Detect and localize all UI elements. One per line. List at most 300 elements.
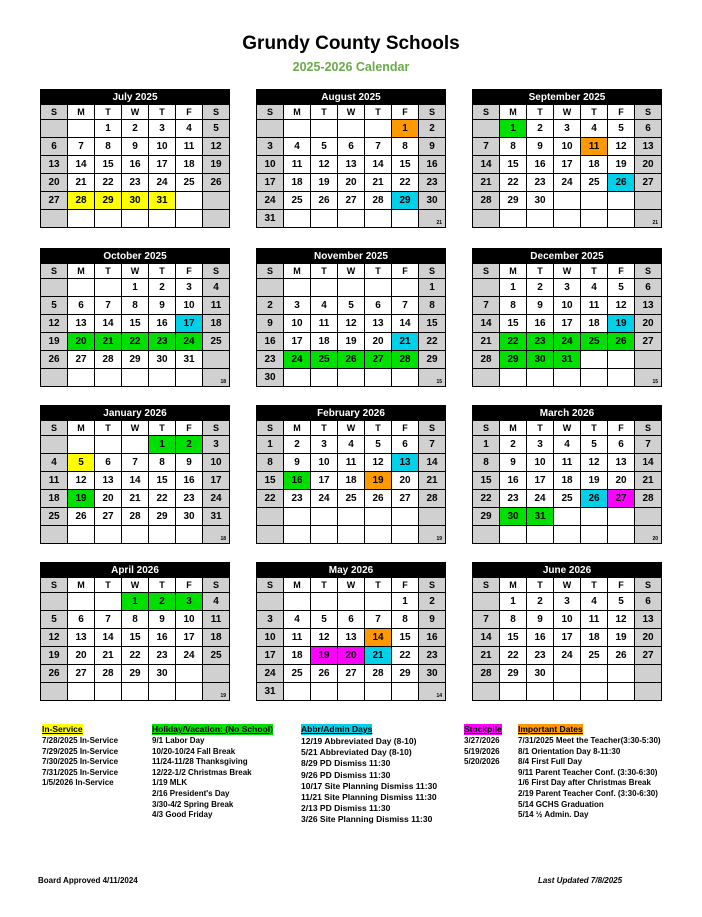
calendar-empty-cell — [473, 369, 500, 387]
calendar-day: 17 — [554, 156, 581, 174]
calendar-day: 6 — [68, 611, 95, 629]
calendar-day: 14 — [365, 629, 392, 647]
calendar-day: 27 — [635, 174, 662, 192]
calendar-empty-cell — [338, 279, 365, 297]
calendar-day: 29 — [500, 665, 527, 683]
calendar-empty-cell — [635, 210, 662, 228]
calendar-empty-cell — [581, 369, 608, 387]
calendar-day: 23 — [149, 647, 176, 665]
calendar-day: 27 — [95, 508, 122, 526]
day-of-week-header: F — [176, 421, 203, 436]
calendar-day: 14 — [473, 315, 500, 333]
calendar-day: 7 — [95, 611, 122, 629]
legend-item: 7/28/2025 In-Service — [42, 736, 119, 745]
calendar-empty-cell — [392, 683, 419, 701]
calendar-day: 5 — [311, 611, 338, 629]
calendar-day: 2 — [527, 120, 554, 138]
calendar-day: 20 — [392, 472, 419, 490]
month-title: December 2025 — [473, 249, 662, 264]
calendar-day: 1 — [257, 436, 284, 454]
calendar-day: 16 — [419, 156, 446, 174]
calendar-day: 1 — [473, 436, 500, 454]
calendar-day: 29 — [95, 192, 122, 210]
calendar-day: 12 — [41, 315, 68, 333]
calendar-empty-cell — [68, 526, 95, 544]
calendar-day: 13 — [338, 156, 365, 174]
calendar-empty-cell — [311, 210, 338, 228]
legend-item: 3/26 Site Planning Dismiss 11:30 — [301, 814, 433, 825]
calendar-day: 24 — [554, 333, 581, 351]
calendar-day: 2 — [527, 593, 554, 611]
calendar-empty-cell — [41, 436, 68, 454]
page-title: Grundy County Schools — [242, 33, 460, 54]
school-day-count: 19 — [220, 693, 226, 699]
calendar-day: 28 — [365, 665, 392, 683]
calendar-day: 6 — [635, 120, 662, 138]
calendar-day: 12 — [338, 315, 365, 333]
legend-item: 2/16 President's Day — [152, 788, 230, 798]
calendar-day: 12 — [41, 629, 68, 647]
day-of-week-header: W — [338, 264, 365, 279]
calendar-day: 19 — [203, 156, 230, 174]
calendar-day: 9 — [149, 297, 176, 315]
calendar-empty-cell — [95, 369, 122, 387]
day-of-week-header: T — [365, 105, 392, 120]
legend-important-list — [518, 736, 661, 821]
legend-admin — [301, 724, 437, 826]
day-of-week-header: S — [473, 105, 500, 120]
calendar-day: 24 — [257, 665, 284, 683]
calendar-day: 14 — [68, 156, 95, 174]
calendar-day: 19 — [338, 333, 365, 351]
legend-inservice-list — [42, 736, 118, 789]
calendar-day: 4 — [284, 138, 311, 156]
day-of-week-header: S — [203, 264, 230, 279]
calendar-day: 15 — [473, 472, 500, 490]
calendar-day: 3 — [284, 297, 311, 315]
calendar-day: 23 — [284, 490, 311, 508]
day-of-week-header: W — [554, 578, 581, 593]
calendar-day: 29 — [122, 351, 149, 369]
calendar-day: 26 — [203, 174, 230, 192]
calendar-day: 8 — [500, 297, 527, 315]
calendar-empty-cell — [419, 526, 446, 544]
calendar-day: 25 — [581, 333, 608, 351]
calendar-empty-cell — [635, 351, 662, 369]
calendar-day: 2 — [257, 297, 284, 315]
day-of-week-header: M — [284, 105, 311, 120]
calendar-day: 20 — [68, 333, 95, 351]
calendar-day: 11 — [284, 629, 311, 647]
calendar-day: 19 — [68, 490, 95, 508]
calendar-empty-cell — [149, 683, 176, 701]
calendar-day: 25 — [203, 333, 230, 351]
calendar-day: 7 — [122, 454, 149, 472]
legend-item: 5/20/2026 — [464, 757, 500, 767]
calendar-day: 5 — [41, 611, 68, 629]
calendar-empty-cell — [365, 279, 392, 297]
day-of-week-header: F — [608, 578, 635, 593]
calendar-day: 12 — [608, 138, 635, 156]
calendar-day: 18 — [311, 333, 338, 351]
school-day-count: 15 — [436, 379, 442, 385]
calendar-day: 25 — [581, 174, 608, 192]
calendar-day: 8 — [473, 454, 500, 472]
calendar-day: 6 — [41, 138, 68, 156]
calendar-day: 25 — [554, 490, 581, 508]
calendar-day: 27 — [392, 490, 419, 508]
day-of-week-header: T — [311, 421, 338, 436]
calendar-day: 26 — [41, 665, 68, 683]
legend-admin-title: Abbr/Admin Days — [301, 724, 373, 734]
school-day-count: 14 — [436, 693, 442, 699]
calendar-day: 8 — [500, 611, 527, 629]
calendar-empty-cell — [419, 683, 446, 701]
calendar-empty-cell — [284, 210, 311, 228]
calendar-day: 16 — [122, 156, 149, 174]
calendar-day: 25 — [176, 174, 203, 192]
calendar-day: 25 — [338, 490, 365, 508]
day-of-week-header: F — [176, 105, 203, 120]
calendar-empty-cell — [365, 120, 392, 138]
legend-admin-list — [301, 736, 437, 826]
calendar-day: 28 — [95, 665, 122, 683]
calendar-empty-cell — [581, 665, 608, 683]
calendar-empty-cell — [149, 210, 176, 228]
calendar-day: 4 — [581, 120, 608, 138]
day-of-week-header: S — [41, 105, 68, 120]
calendar-empty-cell — [41, 210, 68, 228]
month-calendar — [40, 562, 230, 701]
calendar-day: 24 — [257, 192, 284, 210]
calendar-day: 26 — [311, 665, 338, 683]
calendar-empty-cell — [338, 683, 365, 701]
calendar-empty-cell — [365, 369, 392, 387]
day-of-week-header: T — [311, 264, 338, 279]
calendar-day: 20 — [635, 156, 662, 174]
calendar-empty-cell — [473, 210, 500, 228]
calendar-day: 21 — [95, 333, 122, 351]
calendar-day: 26 — [581, 490, 608, 508]
calendar-day: 10 — [554, 297, 581, 315]
calendar-day: 22 — [95, 174, 122, 192]
calendar-day: 31 — [257, 210, 284, 228]
calendar-day: 21 — [68, 174, 95, 192]
month-calendar — [40, 405, 230, 544]
calendar-empty-cell — [338, 210, 365, 228]
calendar-day: 13 — [635, 138, 662, 156]
school-day-count: 15 — [652, 379, 658, 385]
calendar-day: 10 — [554, 138, 581, 156]
calendar-day: 21 — [365, 647, 392, 665]
day-of-week-header: F — [608, 264, 635, 279]
calendar-empty-cell — [68, 279, 95, 297]
calendar-day: 1 — [122, 593, 149, 611]
calendar-day: 28 — [419, 490, 446, 508]
calendar-day: 1 — [500, 279, 527, 297]
month-title: October 2025 — [41, 249, 230, 264]
calendar-day: 17 — [527, 472, 554, 490]
calendar-day: 13 — [365, 315, 392, 333]
calendar-day: 4 — [203, 279, 230, 297]
calendar-day: 14 — [122, 472, 149, 490]
legend-item: 11/24-11/28 Thanksgiving — [152, 757, 248, 767]
legend-item: 9/11 Parent Teacher Conf. (3:30-6:30) — [518, 767, 658, 777]
calendar-day: 11 — [311, 315, 338, 333]
day-of-week-header: T — [365, 421, 392, 436]
calendar-day: 22 — [257, 490, 284, 508]
calendar-day: 23 — [149, 333, 176, 351]
calendar-day: 12 — [608, 611, 635, 629]
calendar-day: 24 — [176, 647, 203, 665]
calendar-day: 22 — [500, 647, 527, 665]
calendar-empty-cell — [365, 593, 392, 611]
calendar-empty-cell — [203, 369, 230, 387]
calendar-day: 2 — [419, 593, 446, 611]
calendar-day: 1 — [149, 436, 176, 454]
calendar-day: 10 — [176, 297, 203, 315]
day-of-week-header: T — [581, 421, 608, 436]
calendar-empty-cell — [203, 351, 230, 369]
calendar-empty-cell — [203, 683, 230, 701]
calendar-empty-cell — [554, 210, 581, 228]
day-of-week-header: M — [500, 105, 527, 120]
calendar-empty-cell — [68, 436, 95, 454]
day-of-week-header: W — [122, 105, 149, 120]
day-of-week-header: F — [608, 105, 635, 120]
calendar-day: 5 — [365, 436, 392, 454]
day-of-week-header: M — [500, 578, 527, 593]
calendar-day: 5 — [41, 297, 68, 315]
day-of-week-header: T — [581, 105, 608, 120]
calendar-day: 8 — [419, 297, 446, 315]
calendar-day: 19 — [581, 472, 608, 490]
day-of-week-header: S — [257, 578, 284, 593]
calendar-day: 7 — [365, 138, 392, 156]
legend-item: 5/14 ½ Admin. Day — [518, 810, 589, 820]
calendar-empty-cell — [500, 210, 527, 228]
calendar-day: 13 — [68, 629, 95, 647]
calendar-day: 13 — [68, 315, 95, 333]
month-title: August 2025 — [257, 90, 446, 105]
calendar-day: 7 — [473, 297, 500, 315]
calendar-day: 1 — [392, 593, 419, 611]
legend-holiday — [152, 724, 273, 821]
calendar-day: 14 — [635, 454, 662, 472]
calendar-day: 22 — [392, 647, 419, 665]
calendar-day: 19 — [311, 647, 338, 665]
calendar-day: 23 — [527, 333, 554, 351]
calendar-day: 22 — [392, 174, 419, 192]
calendar-day: 26 — [608, 333, 635, 351]
day-of-week-header: W — [122, 421, 149, 436]
month-calendar — [472, 89, 662, 228]
month-calendar — [40, 248, 230, 387]
calendar-day: 10 — [257, 156, 284, 174]
calendar-empty-cell — [500, 526, 527, 544]
calendar-day: 28 — [473, 192, 500, 210]
calendar-empty-cell — [338, 369, 365, 387]
day-of-week-header: T — [527, 264, 554, 279]
calendar-empty-cell — [392, 210, 419, 228]
calendar-day: 21 — [473, 174, 500, 192]
calendar-day: 22 — [500, 333, 527, 351]
calendar-empty-cell — [608, 665, 635, 683]
day-of-week-header: T — [311, 578, 338, 593]
calendar-day: 1 — [95, 120, 122, 138]
day-of-week-header: M — [284, 421, 311, 436]
calendar-day: 12 — [365, 454, 392, 472]
calendar-day: 22 — [122, 333, 149, 351]
calendar-empty-cell — [176, 210, 203, 228]
calendar-empty-cell — [257, 526, 284, 544]
day-of-week-header: M — [284, 264, 311, 279]
calendar-empty-cell — [527, 683, 554, 701]
calendar-day: 2 — [419, 120, 446, 138]
calendar-empty-cell — [176, 192, 203, 210]
calendar-day: 8 — [95, 138, 122, 156]
legend-holiday-list — [152, 736, 273, 821]
calendar-day: 11 — [203, 611, 230, 629]
calendar-day: 2 — [149, 279, 176, 297]
calendar-day: 9 — [527, 138, 554, 156]
calendar-empty-cell — [41, 593, 68, 611]
day-of-week-header: S — [473, 264, 500, 279]
calendar-day: 21 — [419, 472, 446, 490]
calendar-day: 22 — [149, 490, 176, 508]
calendar-day: 23 — [419, 647, 446, 665]
calendar-day: 2 — [284, 436, 311, 454]
day-of-week-header: S — [635, 264, 662, 279]
calendar-day: 22 — [419, 333, 446, 351]
calendar-day: 28 — [392, 351, 419, 369]
calendar-day: 16 — [527, 156, 554, 174]
calendar-day: 28 — [95, 351, 122, 369]
calendar-empty-cell — [149, 369, 176, 387]
calendar-day: 31 — [176, 351, 203, 369]
calendar-empty-cell — [284, 369, 311, 387]
calendar-empty-cell — [581, 210, 608, 228]
calendar-day: 28 — [365, 192, 392, 210]
calendar-day: 10 — [527, 454, 554, 472]
calendar-empty-cell — [338, 593, 365, 611]
calendar-empty-cell — [203, 192, 230, 210]
day-of-week-header: S — [203, 105, 230, 120]
calendar-day: 10 — [311, 454, 338, 472]
calendar-empty-cell — [311, 279, 338, 297]
calendar-empty-cell — [122, 683, 149, 701]
calendar-empty-cell — [635, 508, 662, 526]
calendar-empty-cell — [41, 120, 68, 138]
calendar-day: 17 — [554, 629, 581, 647]
calendar-day: 2 — [500, 436, 527, 454]
calendar-day: 12 — [311, 156, 338, 174]
day-of-week-header: T — [95, 421, 122, 436]
calendar-empty-cell — [581, 351, 608, 369]
calendar-day: 18 — [581, 629, 608, 647]
day-of-week-header: S — [635, 105, 662, 120]
legend-item: 5/19/2026 — [464, 746, 500, 756]
calendar-day: 27 — [68, 665, 95, 683]
legend-stockpile-list — [464, 736, 502, 768]
calendar-day: 17 — [176, 315, 203, 333]
calendar-day: 20 — [635, 315, 662, 333]
day-of-week-header: W — [554, 105, 581, 120]
calendar-day: 17 — [311, 472, 338, 490]
calendar-empty-cell — [365, 683, 392, 701]
month-calendar — [256, 562, 446, 701]
calendar-empty-cell — [473, 279, 500, 297]
calendar-day: 20 — [68, 647, 95, 665]
calendar-day: 13 — [635, 611, 662, 629]
legend-item: 9/1 Labor Day — [152, 736, 205, 745]
board-approved: Board Approved 4/11/2024 — [38, 876, 138, 885]
legend-inservice — [42, 724, 118, 789]
calendar-day: 4 — [581, 279, 608, 297]
calendar-day: 25 — [581, 647, 608, 665]
legend-item: 8/29 PD Dismiss 11:30 — [301, 758, 391, 769]
calendar-empty-cell — [392, 279, 419, 297]
calendar-day: 15 — [95, 156, 122, 174]
calendar-day: 29 — [500, 192, 527, 210]
calendar-day: 9 — [122, 138, 149, 156]
calendar-day: 17 — [257, 647, 284, 665]
calendar-day: 17 — [203, 472, 230, 490]
calendar-day: 14 — [95, 315, 122, 333]
calendar-day: 15 — [149, 472, 176, 490]
calendar-empty-cell — [635, 683, 662, 701]
calendar-empty-cell — [338, 508, 365, 526]
calendar-empty-cell — [203, 526, 230, 544]
calendar-day: 27 — [365, 351, 392, 369]
calendar-empty-cell — [122, 436, 149, 454]
calendar-day: 15 — [500, 315, 527, 333]
legend-stockpile — [464, 724, 502, 768]
day-of-week-header: T — [149, 264, 176, 279]
calendar-day: 13 — [392, 454, 419, 472]
calendar-day: 24 — [176, 333, 203, 351]
calendar-empty-cell — [311, 508, 338, 526]
school-day-count: 21 — [652, 220, 658, 226]
calendar-day: 18 — [41, 490, 68, 508]
calendar-day: 24 — [149, 174, 176, 192]
calendar-day: 6 — [635, 279, 662, 297]
month-calendar — [256, 89, 446, 228]
calendar-day: 10 — [284, 315, 311, 333]
calendar-day: 31 — [257, 683, 284, 701]
legend-item: 9/26 PD Dismiss 11:30 — [301, 769, 391, 780]
day-of-week-header: T — [149, 421, 176, 436]
calendar-empty-cell — [311, 120, 338, 138]
calendar-empty-cell — [473, 526, 500, 544]
calendar-day: 29 — [122, 665, 149, 683]
calendar-day: 19 — [608, 315, 635, 333]
calendar-empty-cell — [284, 508, 311, 526]
day-of-week-header: W — [554, 421, 581, 436]
calendar-day: 6 — [68, 297, 95, 315]
calendar-day: 21 — [95, 647, 122, 665]
day-of-week-header: F — [392, 578, 419, 593]
calendar-day: 23 — [527, 174, 554, 192]
calendar-day: 13 — [41, 156, 68, 174]
calendar-empty-cell — [419, 369, 446, 387]
calendar-empty-cell — [608, 210, 635, 228]
calendar-day: 5 — [581, 436, 608, 454]
day-of-week-header: S — [41, 264, 68, 279]
calendar-day: 11 — [41, 472, 68, 490]
calendar-day: 3 — [554, 593, 581, 611]
calendar-empty-cell — [527, 210, 554, 228]
